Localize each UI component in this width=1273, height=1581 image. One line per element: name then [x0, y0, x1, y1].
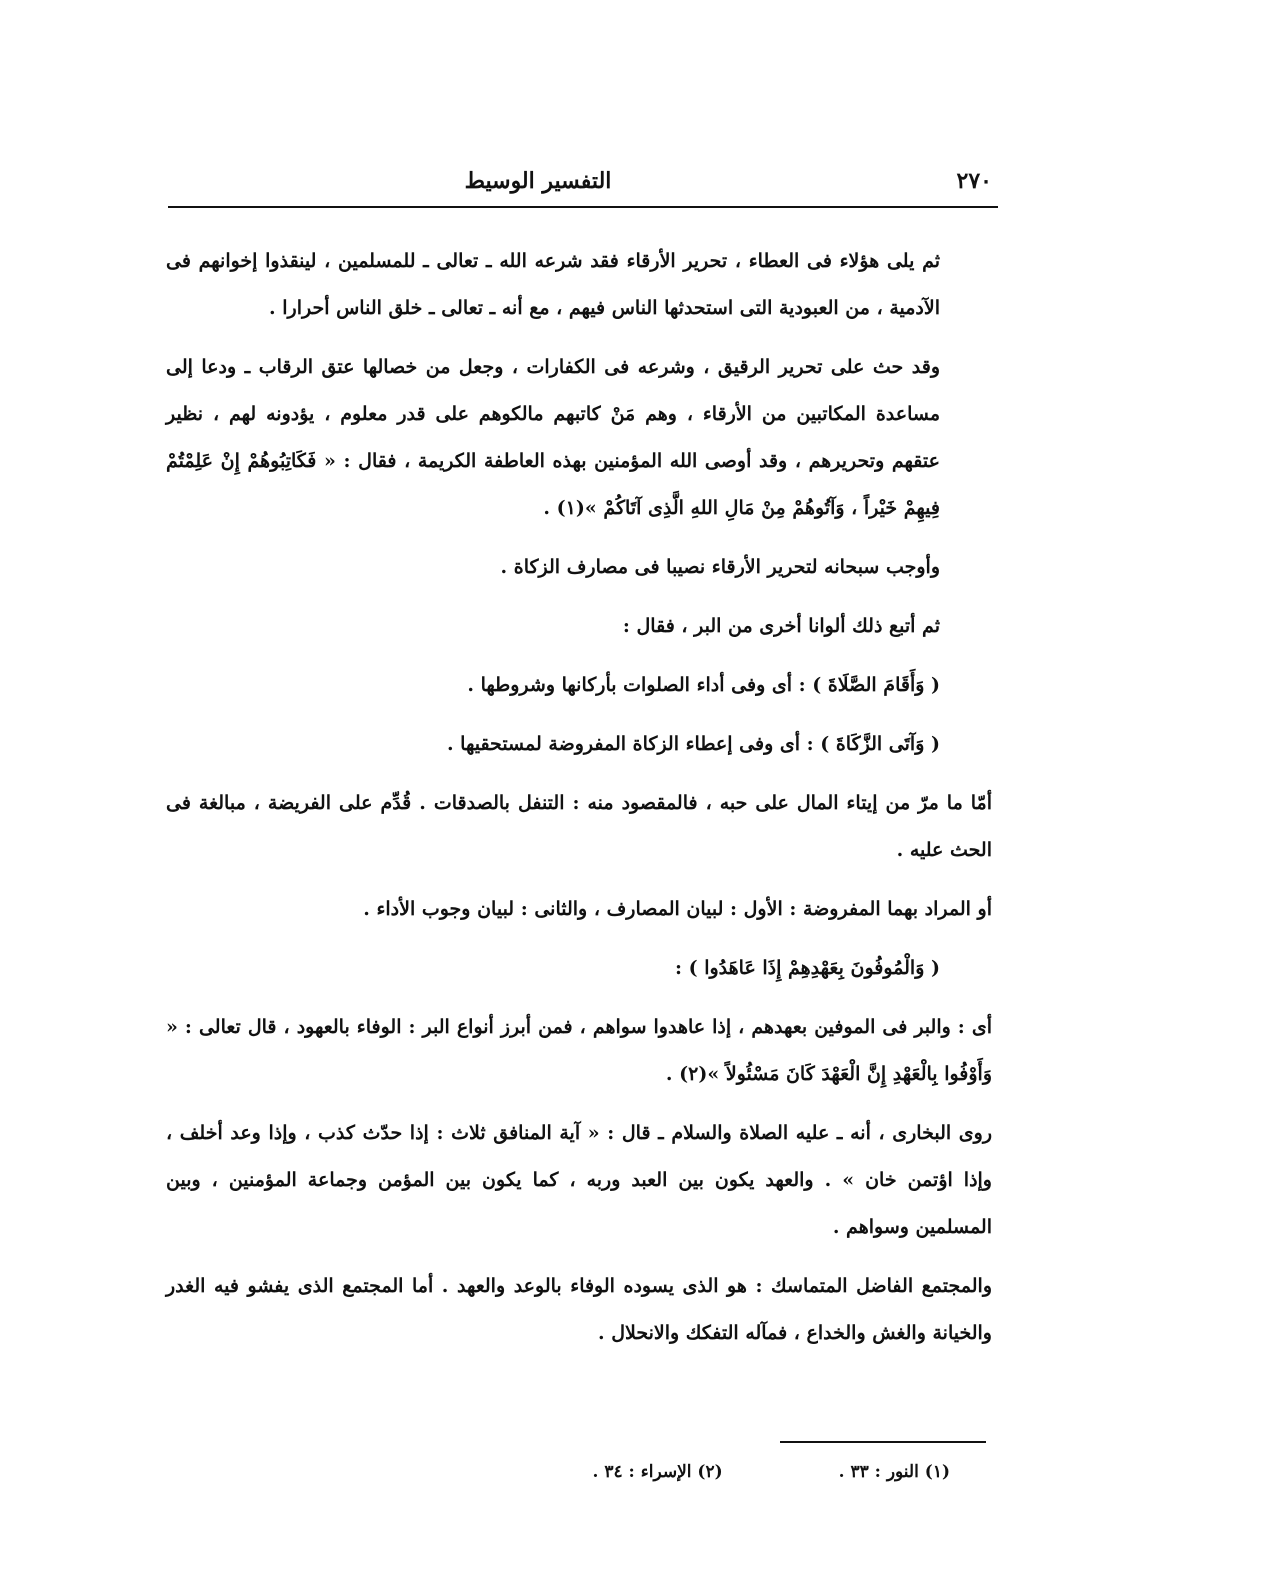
footnote: (٢) الإسراء : ٣٤ .: [592, 1462, 723, 1482]
footnotes: [380, 1462, 950, 1482]
paragraph: أى : والبر فى الموفين بعهدهم ، إذا عاهدوا سواهم ، فمن أبرز أنواع البر : الوفاء بالعهود ، قال تعالى : « وَأَوْفُوا بِالْعَهْدِ إِنَّ الْعَهْدَ كَانَ مَسْئُولاً »(٢) .: [166, 1016, 992, 1085]
verse-paragraph: ( وَالْمُوفُونَ بِعَهْدِهِمْ إِذَا عَاهَدُوا ) :: [674, 957, 940, 979]
running-title: التفسير الوسيط: [464, 168, 612, 194]
paragraph: ثم يلى هؤلاء فى العطاء ، تحرير الأرقاء فقد شرعه الله ـ تعالى ـ للمسلمين ، لينقذوا إخوانهم فى الآدمية ، من العبودية التى استحدثها الناس فيهم ، مع أنه ـ تعالى ـ خلق الناس أحرارا .: [166, 250, 940, 319]
page-number: ٢٧٠: [956, 168, 992, 194]
paragraph: روى البخارى ، أنه ـ عليه الصلاة والسلام ـ قال : « آية المنافق ثلاث : إذا حدّث كذب ، وإذا وعد أخلف ، وإذا اؤتمن خان » . والعهد يكون بين العبد وربه ، كما يكون بين المؤمن وجماعة المؤمنين ، وبين المسلمين وسواهم .: [166, 1122, 992, 1238]
paragraph: والمجتمع الفاضل المتماسك : هو الذى يسوده الوفاء بالوعد والعهد . أما المجتمع الذى يفشو فيه الغدر والخيانة والغش والخداع ، فمآله التفكك والانحلال .: [166, 1275, 992, 1344]
header-rule: [168, 206, 998, 208]
paragraph: ثم أتبع ذلك ألوانا أخرى من البر ، فقال :: [622, 615, 940, 637]
paragraph: أو المراد بهما المفروضة : الأول : لبيان المصارف ، والثانى : لبيان وجوب الأداء .: [363, 898, 992, 920]
verse-paragraph: ( وَأَقَامَ الصَّلَاةَ ) : أى وفى أداء الصلوات بأركانها وشروطها .: [467, 674, 940, 696]
paragraph: وأوجب سبحانه لتحرير الأرقاء نصيبا فى مصارف الزكاة .: [500, 556, 940, 578]
page-header: [168, 168, 996, 204]
paragraph: وقد حث على تحرير الرقيق ، وشرعه فى الكفارات ، وجعل من خصالها عتق الرقاب ـ ودعا إلى مساعدة المكاتبين من الأرقاء ، وهم مَنْ كاتبهم مالكوهم على قدر معلوم ، يؤدونه لهم ، نظير عتقهم وتحريرهم ، وقد أوصى الله المؤمنين بهذه العاطفة الكريمة ، فقال : « فَكَاتِبُوهُمْ إِنْ عَلِمْتُمْ فِيهِمْ خَيْراً ، وَآتُوهُمْ مِنْ مَالِ اللهِ الَّذِى آتَاكُمْ »(١) .: [166, 356, 940, 519]
paragraph: أمّا ما مرّ من إيتاء المال على حبه ، فالمقصود منه : التنفل بالصدقات . قُدِّم على الفريضة ، مبالغة فى الحث عليه .: [166, 792, 992, 861]
footnote-rule: [780, 1441, 986, 1443]
footnote: (١) النور : ٣٣ .: [838, 1462, 950, 1482]
verse-paragraph: ( وَآتَى الزَّكَاةَ ) : أى وفى إعطاء الزكاة المفروضة لمستحقيها .: [446, 733, 940, 755]
body-text: [166, 238, 992, 1369]
